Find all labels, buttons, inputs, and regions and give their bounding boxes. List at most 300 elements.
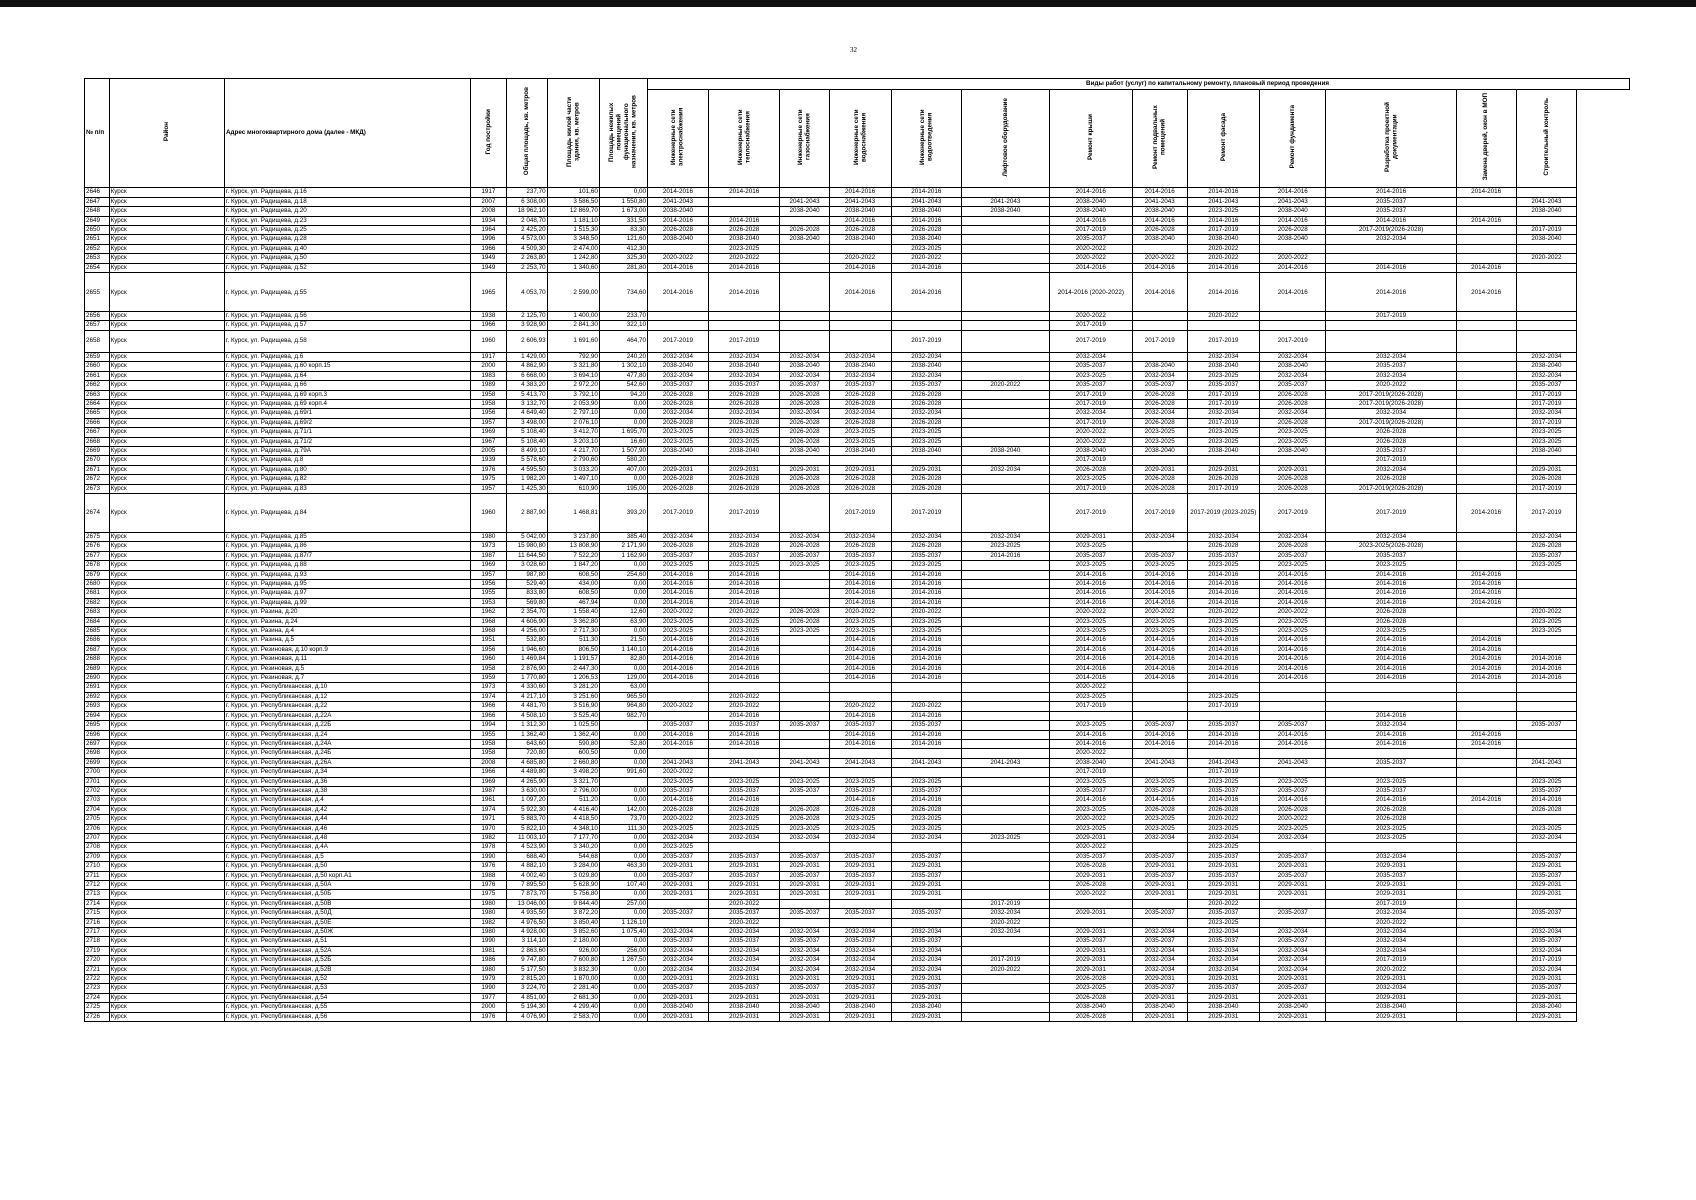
cell-heating: 2035-2037 — [708, 852, 780, 861]
cell-num: 2656 — [85, 312, 110, 321]
table-row — [85, 786, 1630, 795]
cell-roof: 2023-2025 — [1049, 692, 1132, 701]
cell-electric: 2023-2025 — [648, 561, 709, 570]
cell-foundation: 2017-2019 — [1260, 330, 1326, 352]
cell-year: 1958 — [470, 739, 506, 748]
cell-electric: 2014-2016 — [648, 655, 709, 664]
cell-gas: 2026-2028 — [780, 608, 829, 617]
cell-gas: 2035-2037 — [780, 551, 829, 560]
cell-heating — [708, 197, 780, 206]
cell-foundation: 2029-2031 — [1260, 465, 1326, 474]
cell-facade: 2014-2016 — [1187, 636, 1260, 645]
cell-drainage: 2032-2034 — [891, 371, 962, 380]
cell-living-area: 4 348,10 — [547, 824, 599, 833]
cell-address: г. Курск, ул. Радищева, д.82 — [224, 475, 470, 484]
cell-total-area: 532,80 — [506, 636, 547, 645]
table-row — [85, 805, 1630, 814]
table-row — [85, 254, 1630, 263]
cell-num: 2723 — [85, 984, 110, 993]
cell-address: г. Курск, ул. Республиканская, д.22Б — [224, 721, 470, 730]
cell-design-docs: 2032-2034 — [1326, 235, 1456, 244]
cell-water: 2023-2025 — [829, 437, 891, 446]
cell-address: г. Курск, ул. Радищева, д.18 — [224, 197, 470, 206]
cell-basement: 2014-2016 — [1133, 730, 1187, 739]
cell-water: 2023-2025 — [829, 428, 891, 437]
cell-year: 1917 — [470, 352, 506, 361]
table-row — [85, 655, 1630, 664]
cell-roof: 2032-2034 — [1049, 409, 1132, 418]
table-row — [85, 946, 1630, 955]
cell-heating: 2014-2016 — [708, 580, 780, 589]
cell-construction-control: 2020-2022 — [1516, 254, 1577, 263]
cell-elevator — [962, 739, 1050, 748]
cell-drainage: 2023-2025 — [891, 627, 962, 636]
cell-gas — [780, 216, 829, 225]
cell-foundation: 2014-2016 — [1260, 589, 1326, 598]
cell-address: г. Курск, ул. Республиканская, д.4А — [224, 843, 470, 852]
cell-construction-control: 2035-2037 — [1516, 381, 1577, 390]
header-col-num: № п/п — [85, 79, 110, 188]
cell-electric: 2041-2043 — [648, 197, 709, 206]
cell-district: Курск — [109, 768, 224, 777]
cell-design-docs: 2023-2025 — [1326, 824, 1456, 833]
cell-facade: 2014-2016 — [1187, 273, 1260, 312]
cell-nonliving-area: 580,20 — [599, 456, 647, 465]
cell-facade — [1187, 749, 1260, 758]
cell-gas: 2041-2043 — [780, 758, 829, 767]
cell-living-area: 1 206,53 — [547, 674, 599, 683]
cell-basement: 2029-2031 — [1133, 975, 1187, 984]
cell-heating: 2023-2025 — [708, 428, 780, 437]
cell-nonliving-area: 0,00 — [599, 188, 647, 197]
cell-roof: 2017-2019 — [1049, 226, 1132, 235]
cell-electric: 2029-2031 — [648, 1012, 709, 1021]
cell-heating: 2014-2016 — [708, 216, 780, 225]
cell-heating: 2014-2016 — [708, 796, 780, 805]
cell-num: 2648 — [85, 207, 110, 216]
cell-water: 2035-2037 — [829, 937, 891, 946]
cell-nonliving-area: 233,70 — [599, 312, 647, 321]
cell-design-docs: 2014-2016 — [1326, 598, 1456, 607]
cell-year: 1967 — [470, 437, 506, 446]
cell-roof — [1049, 918, 1132, 927]
cell-drainage: 2032-2034 — [891, 928, 962, 937]
cell-facade: 2023-2025 — [1187, 371, 1260, 380]
cell-drainage: 2023-2025 — [891, 437, 962, 446]
cell-district: Курск — [109, 636, 224, 645]
cell-design-docs — [1326, 244, 1456, 253]
cell-num: 2649 — [85, 216, 110, 225]
cell-gas: 2038-2040 — [780, 1003, 829, 1012]
cell-district: Курск — [109, 852, 224, 861]
cell-gas: 2023-2025 — [780, 777, 829, 786]
cell-facade: 2029-2031 — [1187, 993, 1260, 1002]
cell-basement: 2035-2037 — [1133, 937, 1187, 946]
cell-address: г. Курск, ул. Республиканская, д.12 — [224, 692, 470, 701]
cell-district: Курск — [109, 946, 224, 955]
cell-year: 1964 — [470, 226, 506, 235]
cell-construction-control — [1516, 570, 1577, 579]
cell-electric: 2032-2034 — [648, 946, 709, 955]
cell-year: 1981 — [470, 946, 506, 955]
cell-drainage: 2023-2025 — [891, 617, 962, 626]
cell-design-docs: 2014-2016 — [1326, 796, 1456, 805]
cell-construction-control: 2026-2028 — [1516, 805, 1577, 814]
cell-gas: 2026-2028 — [780, 390, 829, 399]
cell-facade: 2023-2025 — [1187, 428, 1260, 437]
cell-foundation: 2029-2031 — [1260, 1012, 1326, 1021]
cell-nonliving-area: 107,40 — [599, 881, 647, 890]
cell-district: Курск — [109, 263, 224, 272]
cell-basement: 2026-2028 — [1133, 475, 1187, 484]
cell-design-docs: 2014-2016 — [1326, 655, 1456, 664]
cell-design-docs: 2017-2019 — [1326, 899, 1456, 908]
cell-total-area: 2 876,90 — [506, 664, 547, 673]
cell-basement: 2014-2016 — [1133, 273, 1187, 312]
cell-electric: 2017-2019 — [648, 493, 709, 532]
cell-num: 2719 — [85, 946, 110, 955]
cell-design-docs: 2029-2031 — [1326, 881, 1456, 890]
cell-nonliving-area: 240,20 — [599, 352, 647, 361]
cell-roof: 2023-2025 — [1049, 805, 1132, 814]
cell-foundation: 2029-2031 — [1260, 890, 1326, 899]
cell-facade — [1187, 321, 1260, 330]
cell-num: 2665 — [85, 409, 110, 418]
cell-roof: 2029-2031 — [1049, 871, 1132, 880]
cell-district: Курск — [109, 321, 224, 330]
cell-address: г. Курск, ул. Республиканская, д.24Б — [224, 749, 470, 758]
cell-doors-windows — [1456, 608, 1516, 617]
cell-foundation: 2014-2016 — [1260, 216, 1326, 225]
cell-foundation: 2020-2022 — [1260, 815, 1326, 824]
cell-drainage: 2020-2022 — [891, 608, 962, 617]
cell-total-area: 6 308,00 — [506, 197, 547, 206]
cell-gas — [780, 674, 829, 683]
cell-year: 1957 — [470, 570, 506, 579]
cell-water: 2014-2016 — [829, 263, 891, 272]
header-col-drainage: Инженерные сети водоотведения — [891, 90, 962, 188]
cell-basement: 2038-2040 — [1133, 235, 1187, 244]
table-row — [85, 824, 1630, 833]
cell-water — [829, 843, 891, 852]
cell-total-area: 1 946,60 — [506, 645, 547, 654]
cell-roof: 2014-2016 — [1049, 188, 1132, 197]
cell-doors-windows — [1456, 899, 1516, 908]
cell-address: г. Курск, ул. Республиканская, д.34 — [224, 768, 470, 777]
cell-district: Курск — [109, 617, 224, 626]
cell-drainage: 2035-2037 — [891, 909, 962, 918]
cell-living-area: 13 808,90 — [547, 542, 599, 551]
cell-water: 2035-2037 — [829, 984, 891, 993]
cell-total-area: 11 644,50 — [506, 551, 547, 560]
cell-gas — [780, 493, 829, 532]
cell-drainage: 2032-2034 — [891, 946, 962, 955]
cell-facade: 2023-2025 — [1187, 843, 1260, 852]
cell-nonliving-area — [599, 777, 647, 786]
header-col-facade: Ремонт фасада — [1187, 90, 1260, 188]
cell-drainage: 2035-2037 — [891, 721, 962, 730]
cell-doors-windows: 2014-2016 — [1456, 263, 1516, 272]
cell-address: г. Курск, ул. Республиканская, д.38 — [224, 786, 470, 795]
cell-gas: 2026-2028 — [780, 815, 829, 824]
cell-water: 2023-2025 — [829, 777, 891, 786]
cell-electric — [648, 918, 709, 927]
cell-heating: 2032-2034 — [708, 833, 780, 842]
cell-facade: 2014-2016 — [1187, 580, 1260, 589]
cell-nonliving-area: 982,70 — [599, 711, 647, 720]
cell-construction-control: 2032-2034 — [1516, 409, 1577, 418]
cell-roof: 2038-2040 — [1049, 1003, 1132, 1012]
cell-foundation: 2014-2016 — [1260, 580, 1326, 589]
cell-facade: 2017-2019 — [1187, 768, 1260, 777]
cell-construction-control: 2017-2019 — [1516, 956, 1577, 965]
cell-address: г. Курск, ул. Радищева, д.99 — [224, 598, 470, 607]
cell-electric — [648, 456, 709, 465]
cell-drainage: 2029-2031 — [891, 465, 962, 474]
cell-water: 2023-2025 — [829, 561, 891, 570]
cell-heating — [708, 312, 780, 321]
cell-roof: 2029-2031 — [1049, 946, 1132, 955]
cell-address: г. Курск, ул. Республиканская, д.52 — [224, 975, 470, 984]
cell-drainage — [891, 692, 962, 701]
cell-doors-windows — [1456, 692, 1516, 701]
cell-doors-windows — [1456, 456, 1516, 465]
cell-construction-control: 2023-2025 — [1516, 824, 1577, 833]
cell-construction-control — [1516, 273, 1577, 312]
cell-total-area: 3 028,60 — [506, 561, 547, 570]
cell-doors-windows — [1456, 815, 1516, 824]
cell-water: 2014-2016 — [829, 636, 891, 645]
cell-doors-windows — [1456, 852, 1516, 861]
cell-district: Курск — [109, 244, 224, 253]
cell-drainage: 2038-2040 — [891, 207, 962, 216]
cell-num: 2673 — [85, 484, 110, 493]
cell-heating: 2020-2022 — [708, 702, 780, 711]
cell-drainage: 2038-2040 — [891, 362, 962, 371]
cell-total-area: 5 922,30 — [506, 805, 547, 814]
cell-basement: 2032-2034 — [1133, 956, 1187, 965]
cell-doors-windows — [1456, 197, 1516, 206]
cell-nonliving-area: 0,00 — [599, 730, 647, 739]
cell-roof: 2014-2016 — [1049, 664, 1132, 673]
cell-foundation: 2032-2034 — [1260, 946, 1326, 955]
header-col-basement: Ремонт подвальных помещений — [1133, 90, 1187, 188]
cell-year: 1980 — [470, 532, 506, 541]
cell-gas — [780, 273, 829, 312]
cell-roof: 2017-2019 — [1049, 768, 1132, 777]
cell-basement: 2014-2016 — [1133, 636, 1187, 645]
cell-address: г. Курск, ул. Радищева, д.28 — [224, 235, 470, 244]
cell-doors-windows — [1456, 702, 1516, 711]
cell-num: 2688 — [85, 655, 110, 664]
cell-water: 2035-2037 — [829, 551, 891, 560]
cell-district: Курск — [109, 721, 224, 730]
table-row — [85, 777, 1630, 786]
cell-construction-control — [1516, 730, 1577, 739]
cell-roof: 2035-2037 — [1049, 937, 1132, 946]
table-row — [85, 721, 1630, 730]
cell-heating: 2038-2040 — [708, 362, 780, 371]
cell-gas: 2041-2043 — [780, 197, 829, 206]
cell-heating: 2017-2019 — [708, 330, 780, 352]
cell-foundation — [1260, 692, 1326, 701]
cell-elevator — [962, 711, 1050, 720]
cell-drainage: 2026-2028 — [891, 805, 962, 814]
cell-doors-windows: 2014-2016 — [1456, 570, 1516, 579]
cell-address: г. Курск, ул. Радищева, д.23 — [224, 216, 470, 225]
cell-nonliving-area: 0,00 — [599, 796, 647, 805]
cell-num: 2651 — [85, 235, 110, 244]
cell-nonliving-area: 1 140,10 — [599, 645, 647, 654]
cell-design-docs: 2023-2025(2026-2028) — [1326, 542, 1456, 551]
cell-elevator: 2020-2022 — [962, 918, 1050, 927]
cell-design-docs: 2017-2019 — [1326, 493, 1456, 532]
cell-address: г. Курск, ул. Радищева, д.85 — [224, 532, 470, 541]
cell-year: 1955 — [470, 730, 506, 739]
cell-gas — [780, 918, 829, 927]
cell-elevator — [962, 645, 1050, 654]
cell-electric: 2023-2025 — [648, 617, 709, 626]
cell-gas — [780, 244, 829, 253]
cell-drainage: 2014-2016 — [891, 273, 962, 312]
cell-construction-control: 2029-2031 — [1516, 862, 1577, 871]
cell-doors-windows — [1456, 617, 1516, 626]
cell-design-docs: 2023-2025 — [1326, 561, 1456, 570]
cell-elevator — [962, 1012, 1050, 1021]
cell-doors-windows — [1456, 207, 1516, 216]
cell-nonliving-area: 0,00 — [599, 871, 647, 880]
cell-design-docs: 2035-2037 — [1326, 207, 1456, 216]
cell-electric: 2023-2025 — [648, 824, 709, 833]
cell-design-docs — [1326, 692, 1456, 701]
cell-num: 2660 — [85, 362, 110, 371]
cell-basement: 2035-2037 — [1133, 909, 1187, 918]
cell-foundation: 2041-2043 — [1260, 197, 1326, 206]
cell-facade: 2026-2028 — [1187, 475, 1260, 484]
cell-living-area: 511,30 — [547, 636, 599, 645]
cell-drainage — [891, 749, 962, 758]
cell-foundation: 2014-2016 — [1260, 188, 1326, 197]
cell-elevator — [962, 188, 1050, 197]
cell-construction-control — [1516, 312, 1577, 321]
cell-construction-control — [1516, 321, 1577, 330]
cell-num: 2663 — [85, 390, 110, 399]
cell-water: 2026-2028 — [829, 475, 891, 484]
cell-electric: 2026-2028 — [648, 475, 709, 484]
cell-address: г. Курск, ул. Республиканская, д.48 — [224, 833, 470, 842]
cell-electric: 2026-2028 — [648, 390, 709, 399]
cell-district: Курск — [109, 824, 224, 833]
table-row — [85, 362, 1630, 371]
cell-year: 1957 — [470, 484, 506, 493]
header-col-living-area: Площадь жилой части здания, кв. метров — [547, 79, 599, 188]
cell-year: 1983 — [470, 371, 506, 380]
cell-num: 2682 — [85, 598, 110, 607]
cell-construction-control: 2035-2037 — [1516, 984, 1577, 993]
cell-heating: 2023-2025 — [708, 627, 780, 636]
cell-foundation: 2026-2028 — [1260, 484, 1326, 493]
cell-construction-control — [1516, 456, 1577, 465]
cell-elevator — [962, 475, 1050, 484]
cell-water — [829, 321, 891, 330]
cell-living-area: 2 681,30 — [547, 993, 599, 1002]
cell-water: 2038-2040 — [829, 446, 891, 455]
cell-district: Курск — [109, 645, 224, 654]
cell-living-area: 590,80 — [547, 739, 599, 748]
cell-drainage: 2014-2016 — [891, 636, 962, 645]
table-row — [85, 437, 1630, 446]
cell-water: 2026-2028 — [829, 418, 891, 427]
cell-doors-windows — [1456, 918, 1516, 927]
cell-drainage: 2035-2037 — [891, 871, 962, 880]
cell-living-area: 1 025,50 — [547, 721, 599, 730]
cell-nonliving-area: 1 162,90 — [599, 551, 647, 560]
table-row — [85, 244, 1630, 253]
cell-living-area: 3 694,10 — [547, 371, 599, 380]
cell-total-area: 15 980,80 — [506, 542, 547, 551]
table-row — [85, 570, 1630, 579]
cell-total-area: 18 962,10 — [506, 207, 547, 216]
cell-basement: 2035-2037 — [1133, 721, 1187, 730]
cell-gas — [780, 456, 829, 465]
cell-elevator: 2014-2016 — [962, 551, 1050, 560]
cell-address: г. Курск, ул. Радищева, д.93 — [224, 570, 470, 579]
cell-district: Курск — [109, 796, 224, 805]
cell-year: 1976 — [470, 465, 506, 474]
cell-year: 1970 — [470, 824, 506, 833]
cell-foundation: 2020-2022 — [1260, 254, 1326, 263]
cell-elevator: 2041-2043 — [962, 197, 1050, 206]
cell-doors-windows: 2014-2016 — [1456, 730, 1516, 739]
cell-facade: 2032-2034 — [1187, 532, 1260, 541]
cell-nonliving-area: 0,00 — [599, 890, 647, 899]
table-row — [85, 862, 1630, 871]
cell-water: 2038-2040 — [829, 362, 891, 371]
cell-construction-control: 2035-2037 — [1516, 852, 1577, 861]
cell-roof: 2035-2037 — [1049, 551, 1132, 560]
cell-construction-control: 2032-2034 — [1516, 965, 1577, 974]
cell-foundation: 2014-2016 — [1260, 273, 1326, 312]
table-row — [85, 561, 1630, 570]
cell-address: г. Курск, ул. Республиканская, д.52А — [224, 946, 470, 955]
table-row — [85, 768, 1630, 777]
cell-design-docs: 2035-2037 — [1326, 758, 1456, 767]
cell-design-docs: 2014-2016 — [1326, 645, 1456, 654]
cell-total-area: 7 895,50 — [506, 881, 547, 890]
cell-elevator — [962, 768, 1050, 777]
cell-total-area: 4 509,30 — [506, 244, 547, 253]
cell-doors-windows — [1456, 244, 1516, 253]
cell-drainage: 2023-2025 — [891, 428, 962, 437]
cell-nonliving-area: 63,90 — [599, 617, 647, 626]
cell-foundation: 2023-2025 — [1260, 428, 1326, 437]
table-row — [85, 475, 1630, 484]
cell-num: 2666 — [85, 418, 110, 427]
cell-district: Курск — [109, 899, 224, 908]
cell-num: 2668 — [85, 437, 110, 446]
cell-basement — [1133, 352, 1187, 361]
cell-doors-windows — [1456, 551, 1516, 560]
cell-num: 2672 — [85, 475, 110, 484]
cell-facade: 2035-2037 — [1187, 871, 1260, 880]
cell-facade: 2032-2034 — [1187, 956, 1260, 965]
cell-electric: 2032-2034 — [648, 928, 709, 937]
cell-construction-control — [1516, 918, 1577, 927]
cell-electric: 2023-2025 — [648, 627, 709, 636]
cell-heating: 2032-2034 — [708, 532, 780, 541]
cell-drainage: 2032-2034 — [891, 956, 962, 965]
cell-doors-windows — [1456, 881, 1516, 890]
